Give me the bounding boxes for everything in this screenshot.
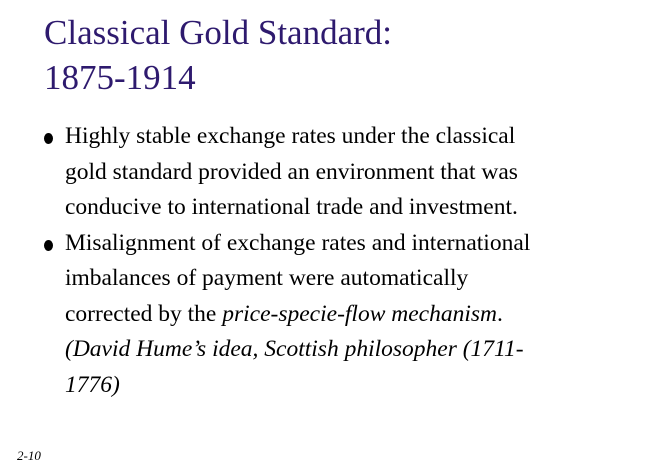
price-specie-flow-term: price-specie-flow mechanism [222, 300, 497, 327]
bullet-2-line-2: imbalances of payment were automatically [65, 265, 469, 291]
bullet-2-line-3 [65, 297, 624, 333]
bullet-2-line-4: (David Hume’s idea, Scottish philosopher (1711- [65, 336, 524, 362]
bullet-2-line-5: 1776) [65, 371, 120, 398]
bullet-2-line-3-suffix: . [497, 300, 503, 327]
page-number: 2-10 [17, 448, 41, 463]
bullet-dot-icon [44, 133, 53, 144]
bullet-1-line-3: conducive to international trade and investment. [65, 194, 518, 220]
bullet-2-line-1: Misalignment of exchange rates and international [65, 229, 531, 256]
bullet-1-line-1: Highly stable exchange rates under the classical [65, 123, 516, 149]
slide-title [44, 10, 624, 100]
bullet-dot-icon [44, 240, 53, 251]
slide-title-line-1: Classical Gold Standard: [44, 13, 393, 52]
slide-title-line-2: 1875-1914 [44, 58, 196, 97]
bullet-list [44, 119, 624, 403]
bullet-item-1 [44, 119, 624, 226]
bullet-1-line-2: gold standard provided an environment that was [65, 158, 518, 185]
bullet-2-line-3-prefix: corrected by the [65, 300, 223, 327]
bullet-item-2 [44, 226, 624, 404]
